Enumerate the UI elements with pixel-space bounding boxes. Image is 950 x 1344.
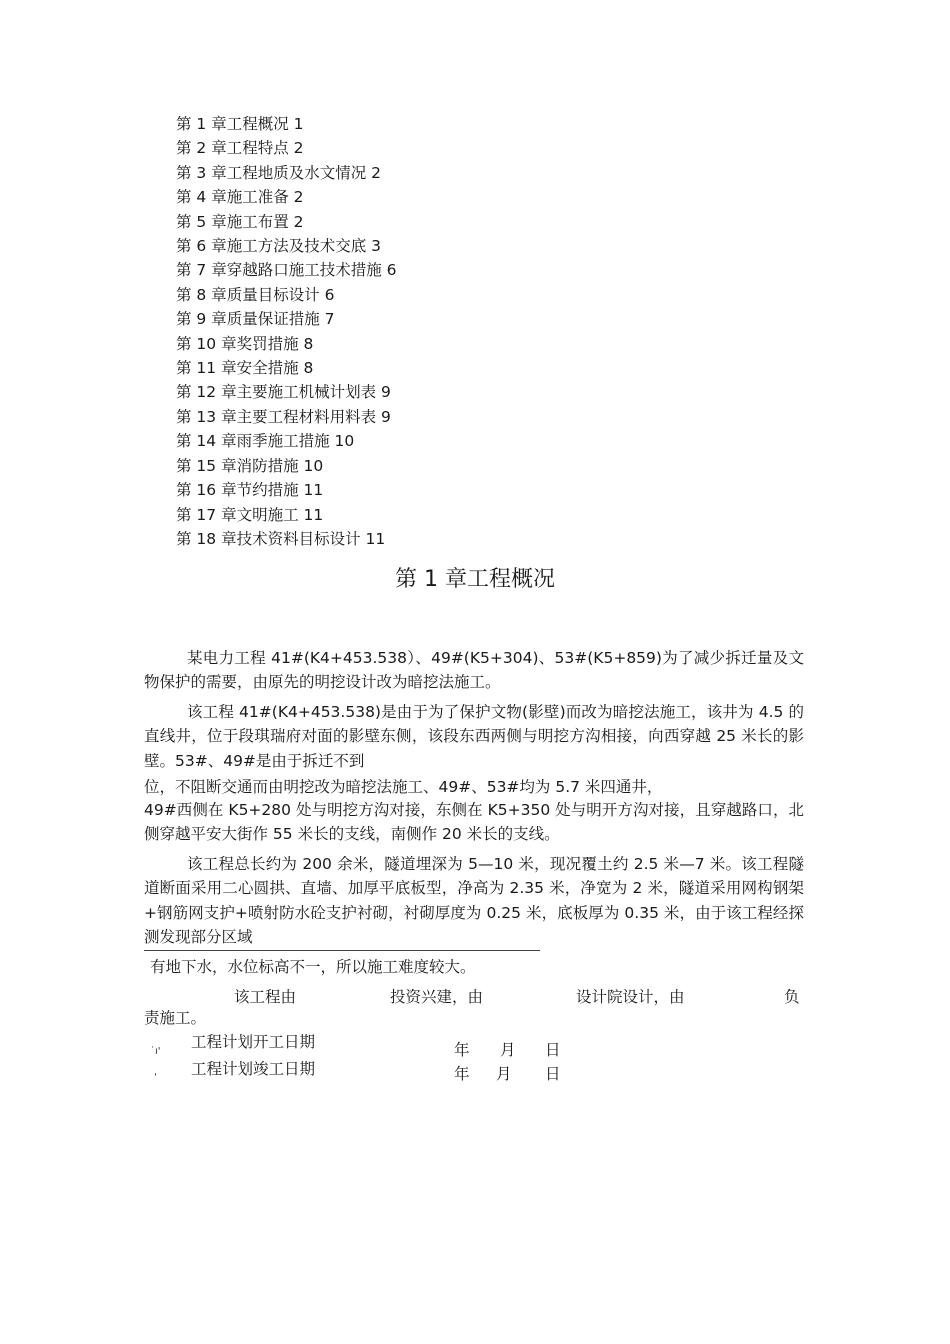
- toc-item: 第 3 章工程地质及水文情况 2: [176, 163, 382, 182]
- toc-item: 第 4 章施工准备 2: [176, 188, 304, 207]
- paragraph-4-part-c: 设计院设计，由: [576, 988, 685, 1006]
- start-year: 年: [454, 1041, 470, 1059]
- paragraph-2: 该工程 41#(K4+453.538)是由于为了保护文物(影壁)而改为暗挖法施工，该井为 4.5 的直线井，位于段琪瑞府对面的影壁东侧，该段东西两侧与明挖方沟相接，向西穿越 25 米长的影壁。53#、49#是由于拆迁不到: [144, 703, 804, 770]
- paragraph-4-part-b: 投资兴建，由: [390, 988, 484, 1006]
- toc-item: 第 7 章穿越路口施工技术措施 6: [176, 261, 397, 280]
- start-date-label: 工程计划开工日期: [191, 1033, 316, 1051]
- toc-item: 第 8 章质量目标设计 6: [176, 285, 335, 304]
- margin-mark: ˙ı': [150, 1046, 161, 1057]
- toc-item: 第 5 章施工布置 2: [176, 212, 304, 231]
- paragraph-1: 某电力工程 41#(K4+453.538）、49#(K5+304)、53#(K5+859)为了减少拆迁量及文物保护的需要，由原先的明挖设计改为暗挖法施工。: [144, 649, 804, 692]
- paragraph-2-continued: 49#西侧在 K5+280 处与明挖方沟对接，东侧在 K5+350 处与明开方沟对接，且穿越路口，北侧穿越平安大街作 55 米长的支线，南侧作 20 米长的支线。: [144, 801, 804, 844]
- end-day: 日: [545, 1065, 561, 1083]
- end-month: 月: [496, 1065, 512, 1083]
- toc-item: 第 15 章消防措施 10: [176, 456, 324, 475]
- toc-item: 第 6 章施工方法及技术交底 3: [176, 237, 382, 256]
- toc-item: 第 18 章技术资料目标设计 11: [176, 529, 386, 548]
- toc-item: 第 13 章主要工程材料用料表 9: [176, 407, 391, 426]
- start-day: 日: [545, 1041, 561, 1059]
- toc-item: 第 9 章质量保证措施 7: [176, 310, 335, 329]
- paragraph-2-line: 位，不阻断交通而由明挖改为暗挖法施工、49#、53#均为 5.7 米四通井，: [144, 778, 663, 796]
- paragraph-4-part-e: 责施工。: [144, 1009, 207, 1027]
- chapter-title: 第 1 章工程概况: [395, 567, 555, 592]
- table-of-contents: [176, 112, 397, 551]
- paragraph-4-part-d: 负: [784, 988, 800, 1006]
- toc-item: 第 16 章节约措施 11: [176, 481, 324, 500]
- paragraph-3-continued: 有地下水，水位标高不一，所以施工难度较大。: [150, 958, 476, 976]
- toc-item: 第 17 章文明施工 11: [176, 505, 324, 524]
- toc-item: 第 1 章工程概况 1: [176, 115, 304, 133]
- toc-item: 第 2 章工程特点 2: [176, 139, 304, 158]
- toc-item: 第 10 章奖罚措施 8: [176, 334, 314, 353]
- toc-item: 第 14 章雨季施工措施 10: [176, 432, 355, 451]
- toc-item: 第 11 章安全措施 8: [176, 359, 314, 378]
- toc-item: 第 12 章主要施工机械计划表 9: [176, 383, 391, 402]
- paragraph-3: 该工程总长约为 200 余米，隧道埋深为 5—10 米，现况覆土约 2.5 米—7 米。该工程隧道断面采用二心圆拱、直墙、加厚平底板型，净高为 2.35 米，净宽为 2 米，隧道采用网构钢架+钢筋网支护+喷射防水砼支护衬砌，衬砌厚度为 0.25 米，底板厚为 0.35 米，由于该工程经探测发现部分区域: [144, 855, 804, 947]
- end-date-label: 工程计划竣工日期: [191, 1060, 316, 1078]
- margin-mark: ': [154, 1072, 157, 1083]
- paragraph-4-part-a: 该工程由: [234, 988, 297, 1006]
- end-year: 年: [454, 1065, 470, 1083]
- start-month: 月: [500, 1041, 516, 1059]
- divider-line: [144, 950, 540, 951]
